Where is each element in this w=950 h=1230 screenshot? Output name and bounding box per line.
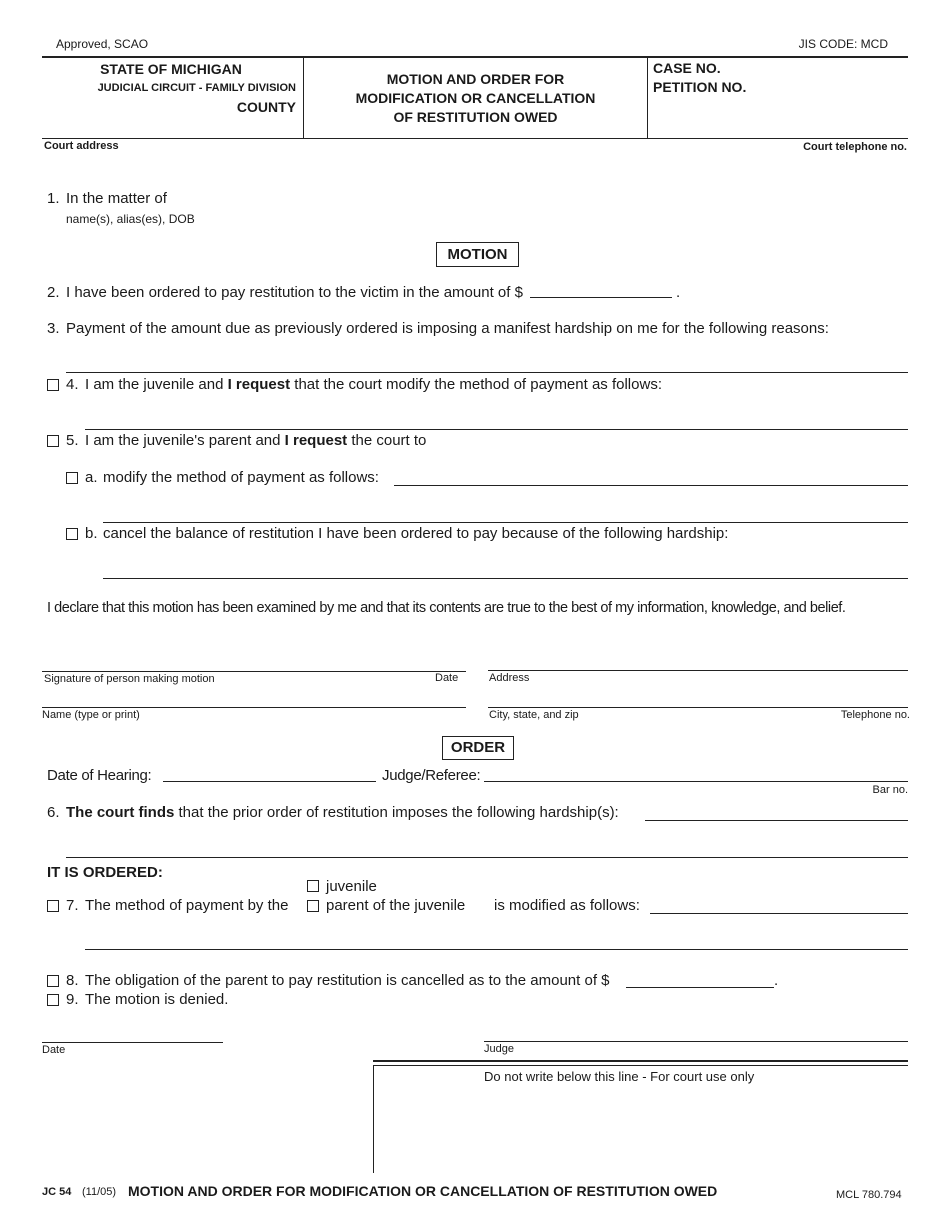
item7-juvenile-label: juvenile — [326, 878, 377, 895]
bar-no-label: Bar no. — [872, 784, 908, 796]
date-of-hearing-label: Date of Hearing: — [47, 767, 152, 784]
item4-number: 4. — [66, 376, 79, 393]
circuit-label: JUDICIAL CIRCUIT - FAMILY DIVISION — [97, 82, 296, 94]
court-address-label: Court address — [44, 140, 119, 152]
item6-post: that the prior order of restitution imposes the following hardship(s): — [174, 804, 619, 821]
judge-referee-label: Judge/Referee: — [382, 767, 481, 784]
item2-number: 2. — [47, 284, 60, 301]
cancel-hardship-field[interactable] — [103, 578, 908, 579]
item9-number: 9. — [66, 991, 79, 1008]
mcl-reference: MCL 780.794 — [836, 1189, 902, 1201]
petition-no-label: PETITION NO. — [653, 79, 747, 95]
item4-text — [85, 376, 662, 393]
city-state-zip-label: City, state, and zip — [489, 709, 579, 721]
parent-payment-method-field-1[interactable] — [394, 485, 908, 486]
item7-checkbox[interactable] — [47, 900, 59, 912]
address-line[interactable] — [488, 670, 908, 671]
item7-parent-checkbox[interactable] — [307, 900, 319, 912]
item7-juvenile-checkbox[interactable] — [307, 880, 319, 892]
juvenile-payment-method-field[interactable] — [85, 429, 908, 430]
item5-post: the court to — [347, 432, 427, 449]
item5b-letter: b. — [85, 525, 98, 542]
name-label: Name (type or print) — [42, 709, 140, 721]
jis-code: JIS CODE: MCD — [798, 37, 888, 51]
item1-sublabel: name(s), alias(es), DOB — [66, 212, 195, 226]
signature-line[interactable] — [42, 671, 466, 672]
item9-checkbox[interactable] — [47, 994, 59, 1006]
form-title-line1: MOTION AND ORDER FOR — [386, 71, 565, 87]
item6-text — [66, 804, 619, 821]
footer-form-title: MOTION AND ORDER FOR MODIFICATION OR CANCELLATION OF RESTITUTION OWED — [128, 1183, 718, 1199]
court-finds-field-2[interactable] — [66, 857, 908, 858]
item7-number: 7. — [66, 897, 79, 914]
item8-period: . — [774, 972, 779, 989]
item8-number: 8. — [66, 972, 79, 989]
item5-text — [85, 432, 426, 449]
item4-bold: I request — [227, 376, 291, 393]
signature-date-label: Date — [435, 672, 459, 684]
form-id: JC 54 — [42, 1186, 72, 1198]
modified-method-field-2[interactable] — [85, 949, 908, 950]
order-date-label: Date — [42, 1044, 66, 1056]
item9-text: The motion is denied. — [85, 991, 229, 1008]
name-line[interactable] — [42, 707, 466, 708]
item5b-checkbox[interactable] — [66, 528, 78, 540]
parent-payment-method-field-2[interactable] — [103, 522, 908, 523]
item5-number: 5. — [66, 432, 79, 449]
judge-label: Judge — [484, 1043, 514, 1055]
form-revision: (11/05) — [82, 1186, 117, 1198]
form-title-line3: OF RESTITUTION OWED — [393, 109, 558, 125]
form-title-line2: MODIFICATION OR CANCELLATION — [355, 90, 596, 106]
order-date-line[interactable] — [42, 1042, 223, 1043]
item2-text: I have been ordered to pay restitution to the victim in the amount of $ — [66, 284, 523, 301]
item4-checkbox[interactable] — [47, 379, 59, 391]
restitution-amount-field[interactable] — [530, 297, 672, 298]
date-of-hearing-field[interactable] — [163, 781, 376, 782]
item1-label: In the matter of — [66, 190, 167, 207]
item6-number: 6. — [47, 804, 60, 821]
approved-scao: Approved, SCAO — [56, 37, 149, 51]
court-use-label: Do not write below this line - For court use only — [484, 1069, 755, 1084]
order-heading: ORDER — [442, 736, 514, 760]
cancelled-amount-field[interactable] — [626, 987, 774, 988]
signature-label: Signature of person making motion — [44, 673, 215, 685]
item5-pre: I am the juvenile's parent and — [85, 432, 285, 449]
item2-period: . — [676, 284, 681, 301]
court-use-rule — [373, 1060, 908, 1062]
address-label: Address — [489, 672, 530, 684]
header-top-rule — [42, 56, 908, 58]
court-telephone-label: Court telephone no. — [803, 141, 907, 153]
item3-number: 3. — [47, 320, 60, 337]
item5-bold: I request — [284, 432, 348, 449]
item5a-letter: a. — [85, 469, 98, 486]
item8-checkbox[interactable] — [47, 975, 59, 987]
state-name: STATE OF MICHIGAN — [100, 61, 242, 77]
case-no-label: CASE NO. — [653, 60, 721, 76]
judge-referee-field[interactable] — [484, 781, 908, 782]
court-finds-field-1[interactable] — [645, 820, 908, 821]
item1-number: 1. — [47, 190, 60, 207]
item4-pre: I am the juvenile and — [85, 376, 228, 393]
telephone-label: Telephone no. — [840, 709, 910, 721]
motion-heading: MOTION — [436, 242, 519, 267]
city-state-zip-line[interactable] — [488, 707, 908, 708]
it-is-ordered-heading: IT IS ORDERED: — [47, 864, 163, 881]
item5a-text: modify the method of payment as follows: — [103, 469, 379, 486]
form-title — [304, 70, 647, 127]
item5b-text: cancel the balance of restitution I have been ordered to pay because of the following hardship: — [103, 525, 729, 542]
item7-modified-text: is modified as follows: — [494, 897, 640, 914]
hardship-reasons-field[interactable] — [66, 372, 908, 373]
header-bottom-rule — [42, 138, 908, 139]
item5a-checkbox[interactable] — [66, 472, 78, 484]
item7-text: The method of payment by the — [85, 897, 289, 914]
county-label: COUNTY — [236, 99, 296, 115]
item5-checkbox[interactable] — [47, 435, 59, 447]
item8-text: The obligation of the parent to pay restitution is cancelled as to the amount of $ — [85, 972, 610, 989]
declaration-text: I declare that this motion has been examined by me and that its contents are true to the best of my information, knowledge, and belief. — [47, 600, 846, 616]
item6-bold: The court finds — [66, 804, 175, 821]
header-divider-right — [647, 57, 648, 138]
modified-method-field-1[interactable] — [650, 913, 908, 914]
item7-parent-label: parent of the juvenile — [326, 897, 466, 914]
judge-signature-line[interactable] — [484, 1041, 908, 1042]
item4-post: that the court modify the method of payment as follows: — [290, 376, 662, 393]
item3-text: Payment of the amount due as previously ordered is imposing a manifest hardship on me for the following reasons: — [66, 320, 829, 337]
